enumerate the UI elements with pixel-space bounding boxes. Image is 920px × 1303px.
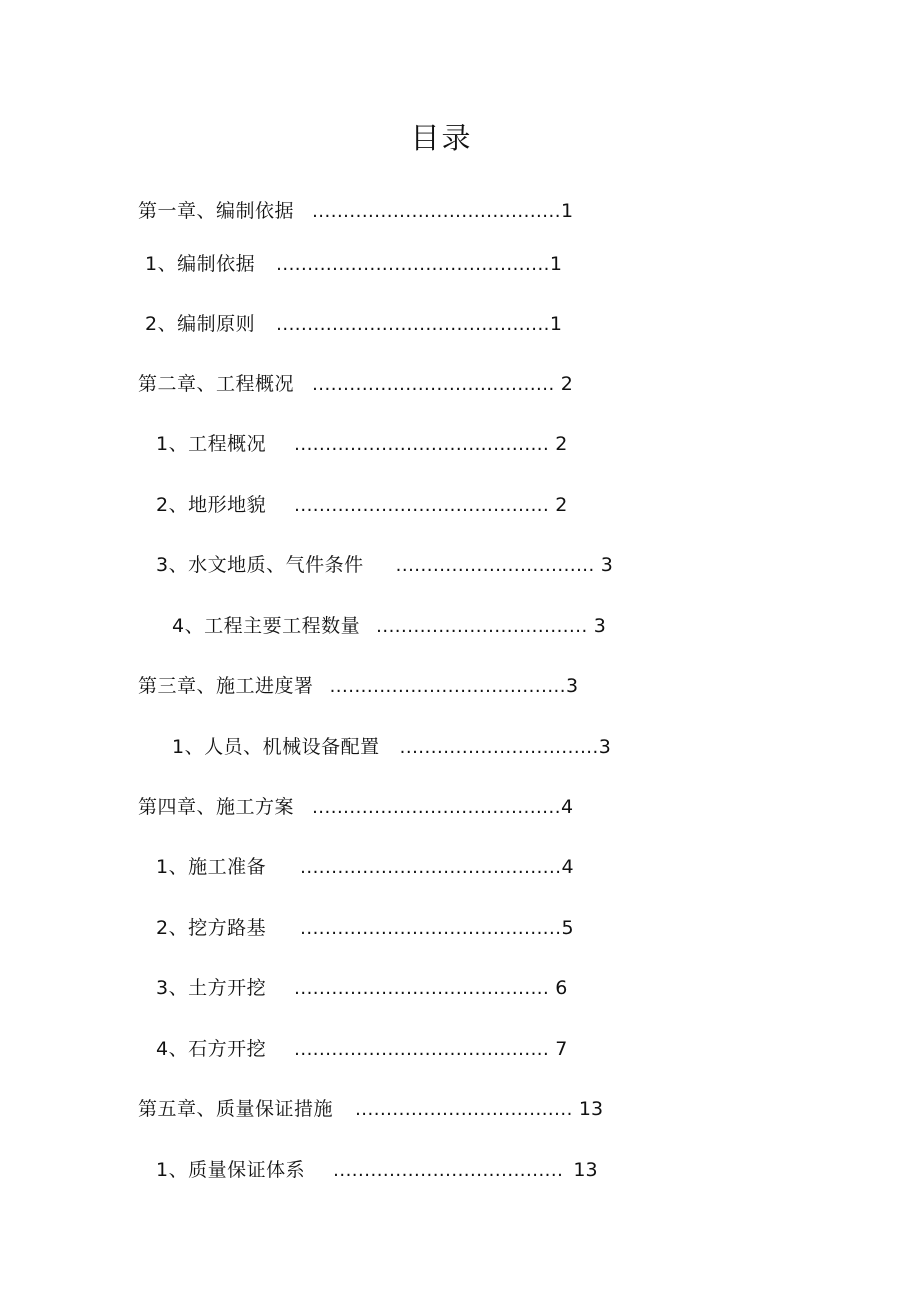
toc-entry-page: 1 bbox=[560, 200, 574, 222]
toc-entry-page: 5 bbox=[561, 917, 574, 939]
toc-entry-label: 1、编制依据 bbox=[145, 253, 256, 275]
toc-entry-page: 4 bbox=[561, 856, 574, 878]
toc-entry-leader: ......................................... bbox=[294, 1039, 550, 1060]
toc-entry-page: 13 bbox=[573, 1159, 598, 1181]
toc-entry-page: 3 bbox=[566, 675, 579, 697]
toc-entry-leader: ................................... bbox=[355, 1099, 573, 1120]
toc-entry-leader: .......................................... bbox=[300, 918, 562, 939]
toc-entry-3-1[interactable] bbox=[172, 735, 611, 759]
toc-entry-leader: ................................ bbox=[395, 555, 595, 576]
toc-entry-page: 3 bbox=[593, 615, 606, 637]
toc-entry-chapter-2[interactable] bbox=[138, 372, 573, 396]
toc-entry-label: 2、地形地貌 bbox=[156, 494, 267, 516]
toc-entry-leader: ..................................... bbox=[333, 1160, 564, 1181]
toc-entry-page: 13 bbox=[578, 1098, 604, 1120]
toc-entry-page: 7 bbox=[555, 1038, 568, 1060]
toc-entry-page: 3 bbox=[598, 736, 611, 758]
toc-entry-leader: .................................. bbox=[376, 616, 588, 637]
toc-entry-page: 1 bbox=[549, 313, 562, 335]
toc-entry-page: 6 bbox=[555, 977, 568, 999]
page-title: 目录 bbox=[410, 121, 473, 155]
toc-entry-label: 1、工程概况 bbox=[156, 433, 267, 455]
toc-entry-label: 1、人员、机械设备配置 bbox=[172, 736, 380, 758]
toc-entry-chapter-4[interactable] bbox=[138, 795, 573, 819]
toc-entry-leader: .......................................... bbox=[300, 857, 562, 878]
toc-entry-label: 3、水文地质、气件条件 bbox=[156, 554, 364, 576]
toc-entry-page: 4 bbox=[560, 796, 574, 818]
toc-entry-label: 第三章、施工进度署 bbox=[138, 675, 314, 697]
toc-entry-leader: ............................................ bbox=[276, 314, 550, 335]
toc-entry-leader: ...................................... bbox=[329, 676, 566, 697]
toc-entry-page: 1 bbox=[549, 253, 562, 275]
toc-entry-label: 第四章、施工方案 bbox=[138, 796, 295, 818]
toc-entry-chapter-3[interactable] bbox=[138, 674, 578, 698]
toc-entry-leader: ......................................... bbox=[294, 978, 550, 999]
toc-entry-2-2[interactable] bbox=[156, 493, 567, 517]
toc-entry-leader: ........................................ bbox=[312, 797, 561, 818]
toc-entry-page: 2 bbox=[555, 494, 568, 516]
toc-entry-4-2[interactable] bbox=[156, 916, 574, 940]
toc-entry-label: 1、施工准备 bbox=[156, 856, 267, 878]
toc-entry-label: 第二章、工程概况 bbox=[138, 373, 295, 395]
toc-entry-1-1[interactable] bbox=[145, 252, 562, 276]
toc-entry-leader: ....................................... bbox=[312, 374, 555, 395]
toc-entry-label: 1、质量保证体系 bbox=[156, 1159, 306, 1181]
toc-entry-2-4[interactable] bbox=[172, 614, 606, 638]
toc-entry-4-1[interactable] bbox=[156, 855, 574, 879]
toc-entry-leader: ........................................ bbox=[312, 201, 561, 222]
toc-entry-1-2[interactable] bbox=[145, 312, 562, 336]
toc-entry-page: 2 bbox=[555, 433, 568, 455]
toc-entry-label: 第五章、质量保证措施 bbox=[138, 1098, 334, 1120]
toc-entry-chapter-5[interactable] bbox=[138, 1097, 603, 1121]
toc-entry-label: 2、挖方路基 bbox=[156, 917, 267, 939]
toc-entry-5-1[interactable] bbox=[156, 1158, 598, 1182]
toc-entry-4-3[interactable] bbox=[156, 976, 567, 1000]
toc-entry-label: 3、土方开挖 bbox=[156, 977, 267, 999]
toc-entry-leader: ......................................... bbox=[294, 434, 550, 455]
toc-entry-leader: ............................................ bbox=[276, 254, 550, 275]
toc-entry-page: 3 bbox=[600, 554, 613, 576]
toc-entry-4-4[interactable] bbox=[156, 1037, 567, 1061]
toc-entry-page: 2 bbox=[560, 373, 573, 395]
toc-entry-label: 第一章、编制依据 bbox=[138, 200, 295, 222]
toc-entry-chapter-1[interactable] bbox=[138, 199, 573, 223]
toc-entry-label: 2、编制原则 bbox=[145, 313, 256, 335]
toc-entry-2-1[interactable] bbox=[156, 432, 567, 456]
toc-entry-label: 4、石方开挖 bbox=[156, 1038, 267, 1060]
toc-entry-2-3[interactable] bbox=[156, 553, 613, 577]
toc-entry-leader: ......................................... bbox=[294, 495, 550, 516]
toc-entry-leader: ................................ bbox=[399, 737, 599, 758]
toc-entry-label: 4、工程主要工程数量 bbox=[172, 615, 361, 637]
